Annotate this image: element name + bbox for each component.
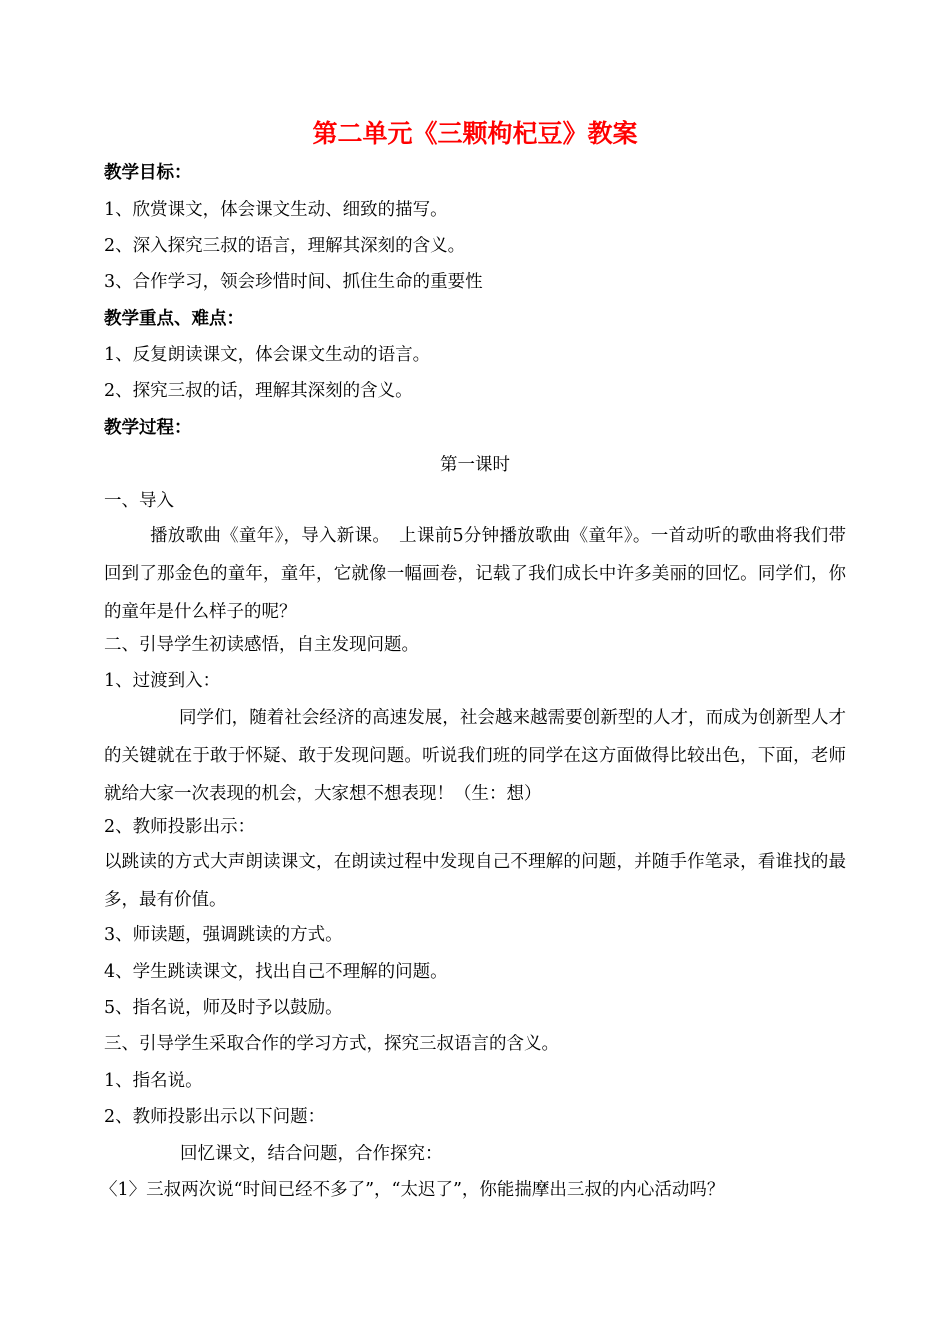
goal-item-3: 3、合作学习，领会珍惜时间、抓住生命的重要性 [104, 272, 483, 292]
section-3-heading: 三、引导学生采取合作的学习方式，探究三叔语言的含义。 [104, 1034, 559, 1054]
document-title: 第二单元《三颗枸杞豆》教案 [312, 119, 638, 148]
section-2-heading: 二、引导学生初读感悟，自主发现问题。 [104, 635, 419, 655]
section-3-step-2: 2、教师投影出示以下问题： [104, 1107, 326, 1127]
section-2-step-2-paragraph: 以跳读的方式大声朗读课文，在朗读过程中发现自己不理解的问题，并随手作笔录，看谁找的最多，最有价值。 [104, 852, 846, 910]
keypoint-item-2: 2、探究三叔的话，理解其深刻的含义。 [104, 381, 413, 401]
section-1-heading: 一、导入 [104, 491, 174, 511]
section-2-step-3: 3、师读题，强调跳读的方式。 [104, 925, 343, 945]
goal-item-1: 1、欣赏课文，体会课文生动、细致的描写。 [104, 200, 448, 220]
process-heading: 教学过程： [104, 418, 192, 438]
section-2-step-5: 5、指名说，师及时予以鼓励。 [104, 998, 343, 1018]
question-1: 〈1〉三叔两次说“时间已经不多了”，“太迟了”，你能揣摩出三叔的内心活动吗？ [100, 1180, 725, 1200]
section-3-step-2-paragraph: 回忆课文，结合问题，合作探究： [180, 1144, 443, 1164]
section-2-step-2: 2、教师投影出示： [104, 817, 256, 837]
section-1-paragraph: 播放歌曲《童年》，导入新课。 上课前5分钟播放歌曲《童年》。一首动听的歌曲将我们带回到了那金色的童年，童年，它就像一幅画卷，记载了我们成长中许多美丽的回忆。同学们，你的童年是什么样子的呢？ [104, 526, 846, 622]
goals-heading: 教学目标： [104, 163, 192, 183]
section-2-step-1-paragraph: 同学们，随着社会经济的高速发展，社会越来越需要创新型的人才，而成为创新型人才的关键就在于敢于怀疑、敢于发现问题。听说我们班的同学在这方面做得比较出色，下面，老师就给大家一次表现的机会，大家想不想表现！（生：想） [104, 708, 846, 804]
section-2-step-4: 4、学生跳读课文，找出自己不理解的问题。 [104, 962, 448, 982]
section-2-step-1: 1、过渡到入： [104, 671, 221, 691]
section-3-step-1: 1、指名说。 [104, 1071, 203, 1091]
goal-item-2: 2、深入探究三叔的语言，理解其深刻的含义。 [104, 236, 466, 256]
keypoint-item-1: 1、反复朗读课文，体会课文生动的语言。 [104, 345, 431, 365]
lesson-label: 第一课时 [440, 455, 510, 475]
keypoints-heading: 教学重点、难点： [104, 309, 244, 329]
